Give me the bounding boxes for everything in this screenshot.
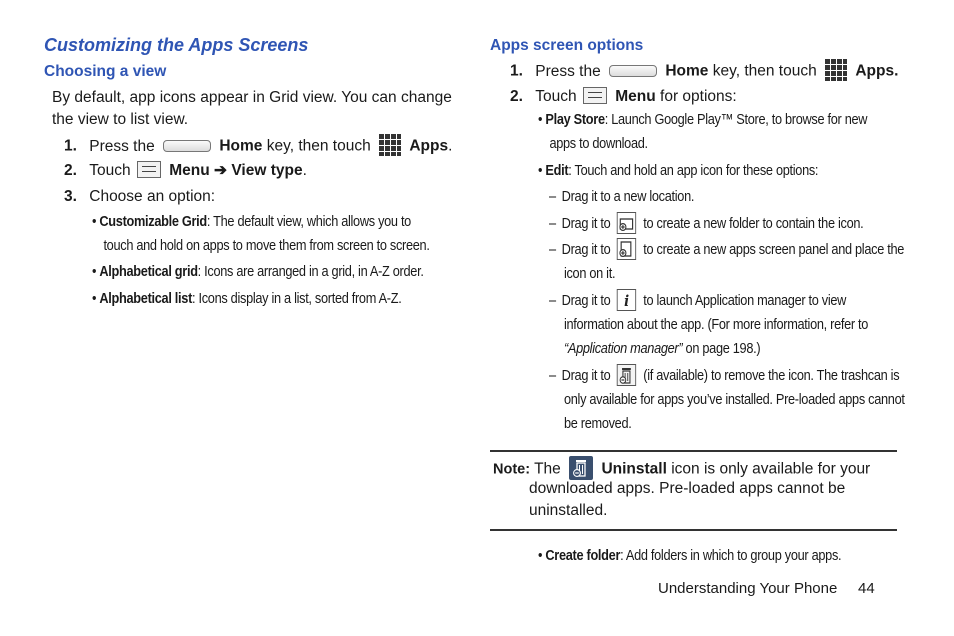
punct: . <box>302 162 307 179</box>
note-line-3: uninstalled. <box>529 502 608 519</box>
option-name: Edit <box>545 163 569 179</box>
option-play-store: • Play Store: Launch Google Play™ Store, to browse for new apps to download. <box>538 108 867 156</box>
option-alphabetical-list: • Alphabetical list: Icons display in a list, sorted from A-Z. <box>92 291 402 307</box>
section-heading-choosing-view: Choosing a view <box>44 63 167 80</box>
uninstall-label: Uninstall <box>601 460 667 478</box>
edit-item-remove <box>549 364 905 436</box>
create-page-icon <box>617 238 636 260</box>
edit-item-text: Drag it to a new location. <box>561 189 695 205</box>
note-top-rule <box>490 450 897 452</box>
edit-item-text: (if available) to remove the icon. The trashcan is <box>643 368 900 384</box>
punct: . <box>448 137 453 155</box>
arrow-glyph: ➔ <box>214 162 228 179</box>
option-edit: • Edit: Touch and hold an app icon for these options: <box>538 163 819 179</box>
home-label: Home <box>665 62 709 80</box>
option-name: Alphabetical grid <box>99 264 198 280</box>
option-text: : The default view, which allows you to <box>206 214 411 230</box>
apps-label: Apps <box>409 137 449 155</box>
edit-item-text: only available for apps you’ve installed. Pre-loaded apps cannot <box>563 392 905 409</box>
edit-item-folder <box>549 212 863 236</box>
option-name: Create folder <box>545 548 621 564</box>
trash-icon <box>617 364 636 386</box>
step-text: for options: <box>660 88 737 105</box>
step-number: 1. <box>64 137 77 155</box>
left-step-1 <box>64 133 452 160</box>
step-text: key, then touch <box>712 62 817 80</box>
step-number: 2. <box>64 162 77 179</box>
dash: – <box>549 216 556 232</box>
dash: – <box>549 368 556 384</box>
svg-text:i: i <box>624 293 630 311</box>
menu-label: Menu <box>169 162 210 179</box>
footer-section-title: Understanding Your Phone <box>658 580 838 597</box>
app-info-icon <box>617 289 636 311</box>
section-heading-apps-screen-options: Apps screen options <box>490 37 644 54</box>
step-number: 1. <box>510 62 523 80</box>
apps-label: Apps. <box>855 62 899 80</box>
option-name: Customizable Grid <box>99 214 207 230</box>
option-alphabetical-grid: • Alphabetical grid: Icons are arranged in a grid, in A-Z order. <box>92 264 424 280</box>
note-text: icon is only available for your <box>671 460 871 478</box>
edit-item-text: Drag it to <box>561 242 611 258</box>
step-text: Choose an option: <box>89 188 216 205</box>
create-folder-icon <box>617 212 636 234</box>
home-label: Home <box>219 137 263 155</box>
edit-item-text: Drag it to <box>561 293 611 309</box>
left-step-3 <box>64 186 215 208</box>
edit-item-info <box>549 289 868 361</box>
right-step-2 <box>510 86 737 108</box>
page-title: Customizing the Apps Screens <box>44 35 309 55</box>
note-label: Note: <box>493 461 531 478</box>
right-step-1 <box>510 58 898 85</box>
dash: – <box>549 293 556 309</box>
view-type-label: View type <box>231 162 303 179</box>
home-key-icon <box>609 65 657 77</box>
step-text: Touch <box>535 88 577 105</box>
edit-item-page <box>549 238 904 286</box>
option-text: : Launch Google Play™ Store, to browse for new <box>604 112 868 128</box>
edit-item-text: to launch Application manager to view <box>643 293 847 309</box>
step-number: 2. <box>510 88 523 105</box>
edit-item-text: Drag it to <box>561 216 611 232</box>
dash: – <box>549 242 556 258</box>
option-text: touch and hold on apps to move them from screen to screen. <box>103 238 430 254</box>
step-number: 3. <box>64 188 77 205</box>
intro-line-1: By default, app icons appear in Grid view. You can change <box>52 89 452 106</box>
page-number: 44 <box>858 580 875 597</box>
option-text: : Icons are arranged in a grid, in A-Z order. <box>197 264 424 280</box>
step-text: Touch <box>89 162 131 179</box>
option-text: : Add folders in which to group your apps. <box>620 548 842 564</box>
step-text: Press the <box>535 62 601 80</box>
option-create-folder: • Create folder: Add folders in which to group your apps. <box>538 548 842 564</box>
edit-item-move <box>549 185 694 209</box>
edit-item-text: Drag it to <box>561 368 611 384</box>
note-line-2: downloaded apps. Pre-loaded apps cannot be <box>529 480 846 497</box>
edit-item-text: to create a new apps screen panel and place the <box>643 242 905 258</box>
menu-key-icon <box>583 87 607 104</box>
option-name: Play Store <box>545 112 605 128</box>
edit-item-text: on page 198.) <box>682 341 761 358</box>
step-text: key, then touch <box>266 137 371 155</box>
option-name: Alphabetical list <box>99 291 193 307</box>
option-text: : Touch and hold an app icon for these options: <box>568 163 819 179</box>
option-text: : Icons display in a list, sorted from A-Z. <box>192 291 402 307</box>
apps-grid-icon <box>378 133 402 157</box>
home-key-icon <box>163 140 211 152</box>
menu-label: Menu <box>615 88 656 105</box>
option-text: apps to download. <box>549 136 648 152</box>
application-manager-link[interactable]: “Application manager” <box>563 341 683 358</box>
dash: – <box>549 189 556 205</box>
step-text: Press the <box>89 137 155 155</box>
option-customizable-grid: • Customizable Grid: The default view, which allows you to touch and hold on apps to move them from screen to screen. <box>92 210 430 258</box>
intro-line-2: the view to list view. <box>52 111 189 128</box>
edit-item-text: icon on it. <box>563 266 616 283</box>
left-step-2 <box>64 160 307 182</box>
note-bottom-rule <box>490 529 897 531</box>
apps-grid-icon <box>824 58 848 82</box>
note-text: The <box>534 460 561 478</box>
edit-item-text: to create a new folder to contain the icon. <box>643 216 864 232</box>
menu-key-icon <box>137 161 161 178</box>
edit-item-text: information about the app. (For more information, refer to <box>563 317 869 334</box>
uninstall-icon <box>569 456 593 480</box>
edit-item-text: be removed. <box>563 416 632 433</box>
